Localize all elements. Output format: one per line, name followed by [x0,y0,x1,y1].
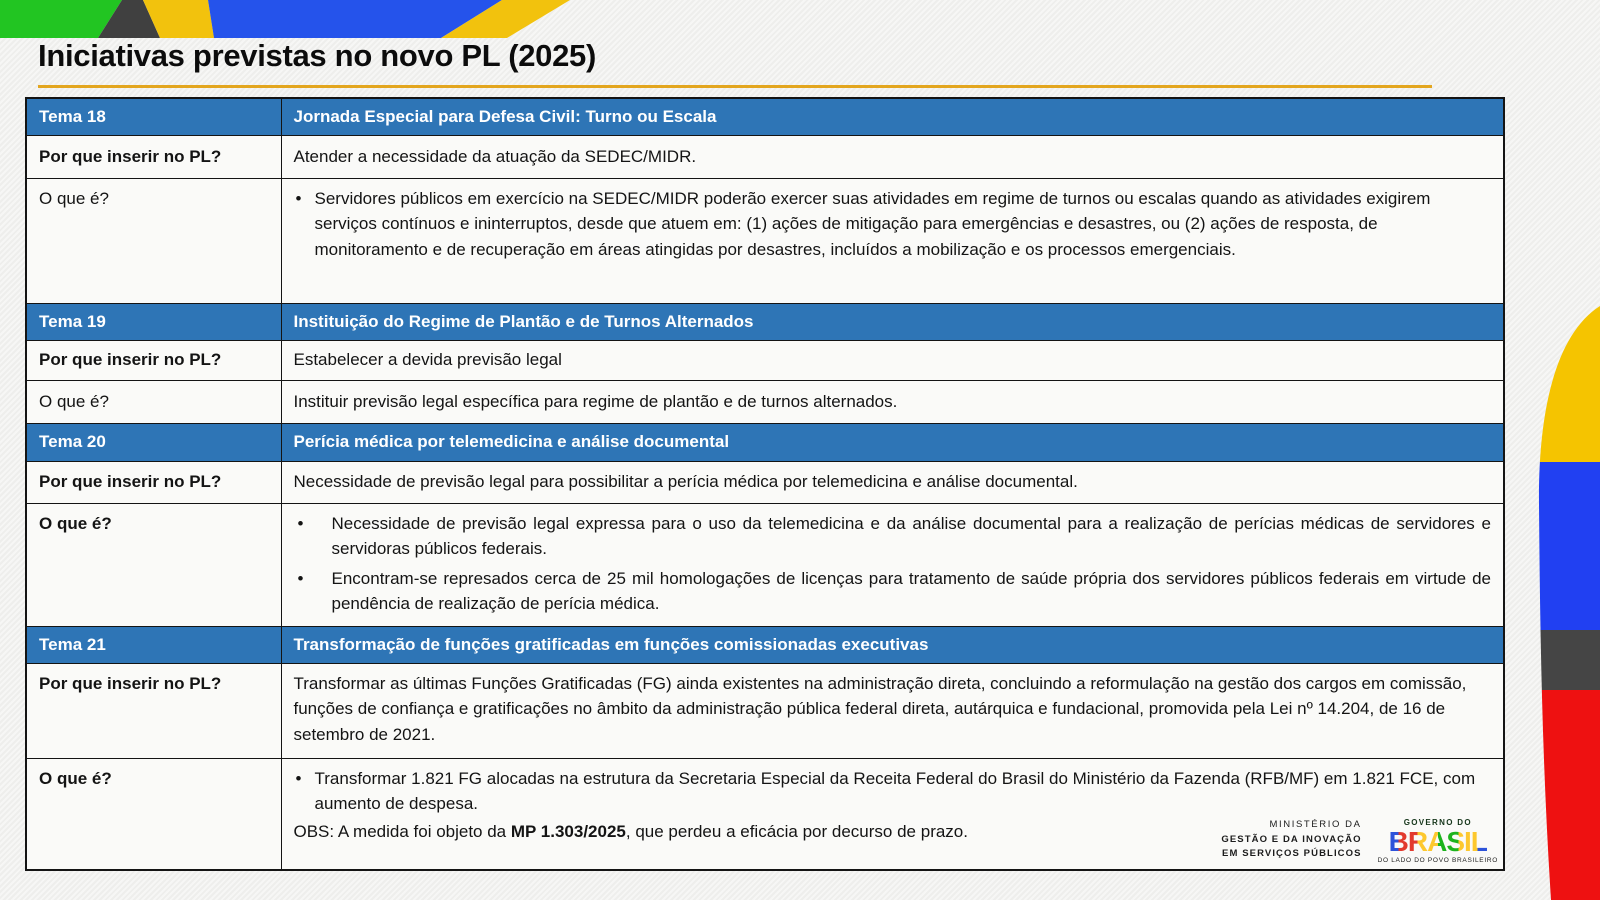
governo-do-brasil-logo [1378,819,1498,865]
obs-prefix: OBS: A medida foi objeto da [293,821,511,841]
why-value-21: Transformar as últimas Funções Gratificadas (FG) ainda existentes na administração direta, concluindo a reformulação na gestão dos cargos em comissão, funções de confiança e gratificações no âmbito da administração pública federal direta, autárquica e fundacional, promovida pela Lei nº 14.204, de 16 de setembro de 2021. [281,663,1504,758]
band-yellow-shape [1522,300,1600,462]
title-underline [38,85,1432,88]
what-label: O que é? [26,380,281,423]
obs-highlight: MP 1.303/2025 [510,821,626,841]
why-label: Por que inserir no PL? [26,135,281,178]
theme-20-title: Perícia médica por telemedicina e análise documental [281,423,1504,461]
governo-do-label: GOVERNO DO [1403,817,1472,827]
table-row-what-20 [26,503,1504,626]
table-row-why-18 [26,135,1504,178]
brasil-wordmark: BRASIL [1378,828,1498,856]
table-row-theme-18 [26,98,1504,135]
why-value-19: Estabelecer a devida previsão legal [281,340,1504,380]
obs-suffix: , que perdeu a eficácia por decurso de prazo. [625,821,968,841]
why-value-18: Atender a necessidade da atuação da SEDEC/MIDR. [281,135,1504,178]
right-band-decoration [1522,300,1600,900]
what-label: O que é? [26,178,281,303]
why-value-20: Necessidade de previsão legal para possibilitar a perícia médica por telemedicina e análise documental. [281,461,1504,503]
table-row-why-21 [26,663,1504,758]
theme-21-title: Transformação de funções gratificadas em funções comissionadas executivas [281,626,1504,663]
why-label: Por que inserir no PL? [26,461,281,503]
what-label: O que é? [26,758,281,870]
why-label: Por que inserir no PL? [26,663,281,758]
table-row-what-18 [26,178,1504,303]
bullet-item: • Transformar 1.821 FG alocadas na estrutura da Secretaria Especial da Receita Federal do Brasil do Ministério da Fazenda (RFB/MF) em 1.821 FCE, com aumento de despesa. [294,766,1492,817]
ministry-logo [1221,818,1361,864]
theme-19-title: Instituição do Regime de Plantão e de Turnos Alternados [281,303,1504,340]
why-label: Por que inserir no PL? [26,340,281,380]
governo-slogan: DO LADO DO POVO BRASILEIRO [1377,856,1498,864]
theme-18-title: Jornada Especial para Defesa Civil: Turno ou Escala [281,98,1504,135]
band-blue-shape [1522,462,1600,630]
theme-18-tag: Tema 18 [26,98,281,135]
band-gray-shape [1522,630,1600,690]
top-banner-decoration [0,0,580,38]
theme-19-tag: Tema 19 [26,303,281,340]
table-row-theme-19 [26,303,1504,340]
band-red-shape [1522,690,1600,900]
page-title: Iniciativas previstas no novo PL (2025) [38,38,597,73]
ministry-line3: EM SERVIÇOS PÚBLICOS [1222,847,1362,859]
theme-21-tag: Tema 21 [26,626,281,663]
footer-logos [1221,818,1498,864]
what-value-18 [281,178,1504,303]
table-row-theme-21 [26,626,1504,663]
table-row-why-19 [26,340,1504,380]
ministry-line1: MINISTÉRIO DA [1269,819,1362,831]
table-row-what-19 [26,380,1504,423]
bullet-item: • Servidores públicos em exercício na SEDEC/MIDR poderão exercer suas atividades em regime de turnos ou escalas quando as atividades exigirem serviços contínuos e ininterruptos, desde que atuem em: (1) ações de mitigação para emergências e desastres, ou (2) ações de resposta, de monitoramento e de recuperação em áreas atingidas por desastres, incluídos a mobilização e os processos emergenciais. [294,186,1492,263]
bullet-item: • Necessidade de previsão legal expressa para o uso da telemedicina e da análise documental para a realização de perícias médicas de servidores e servidoras públicos federais. [294,511,1492,562]
initiatives-table [25,97,1505,871]
what-label: O que é? [26,503,281,626]
bullet-item: • Encontram-se represados cerca de 25 mil homologações de licenças para tratamento de saúde própria dos servidores públicos federais em virtude de pendência de realização de perícia médica. [294,566,1492,617]
theme-20-tag: Tema 20 [26,423,281,461]
table-row-why-20 [26,461,1504,503]
what-value-20 [281,503,1504,626]
what-value-19: Instituir previsão legal específica para regime de plantão e de turnos alternados. [281,380,1504,423]
ministry-line2: GESTÃO E DA INOVAÇÃO [1221,833,1362,845]
table-row-theme-20 [26,423,1504,461]
